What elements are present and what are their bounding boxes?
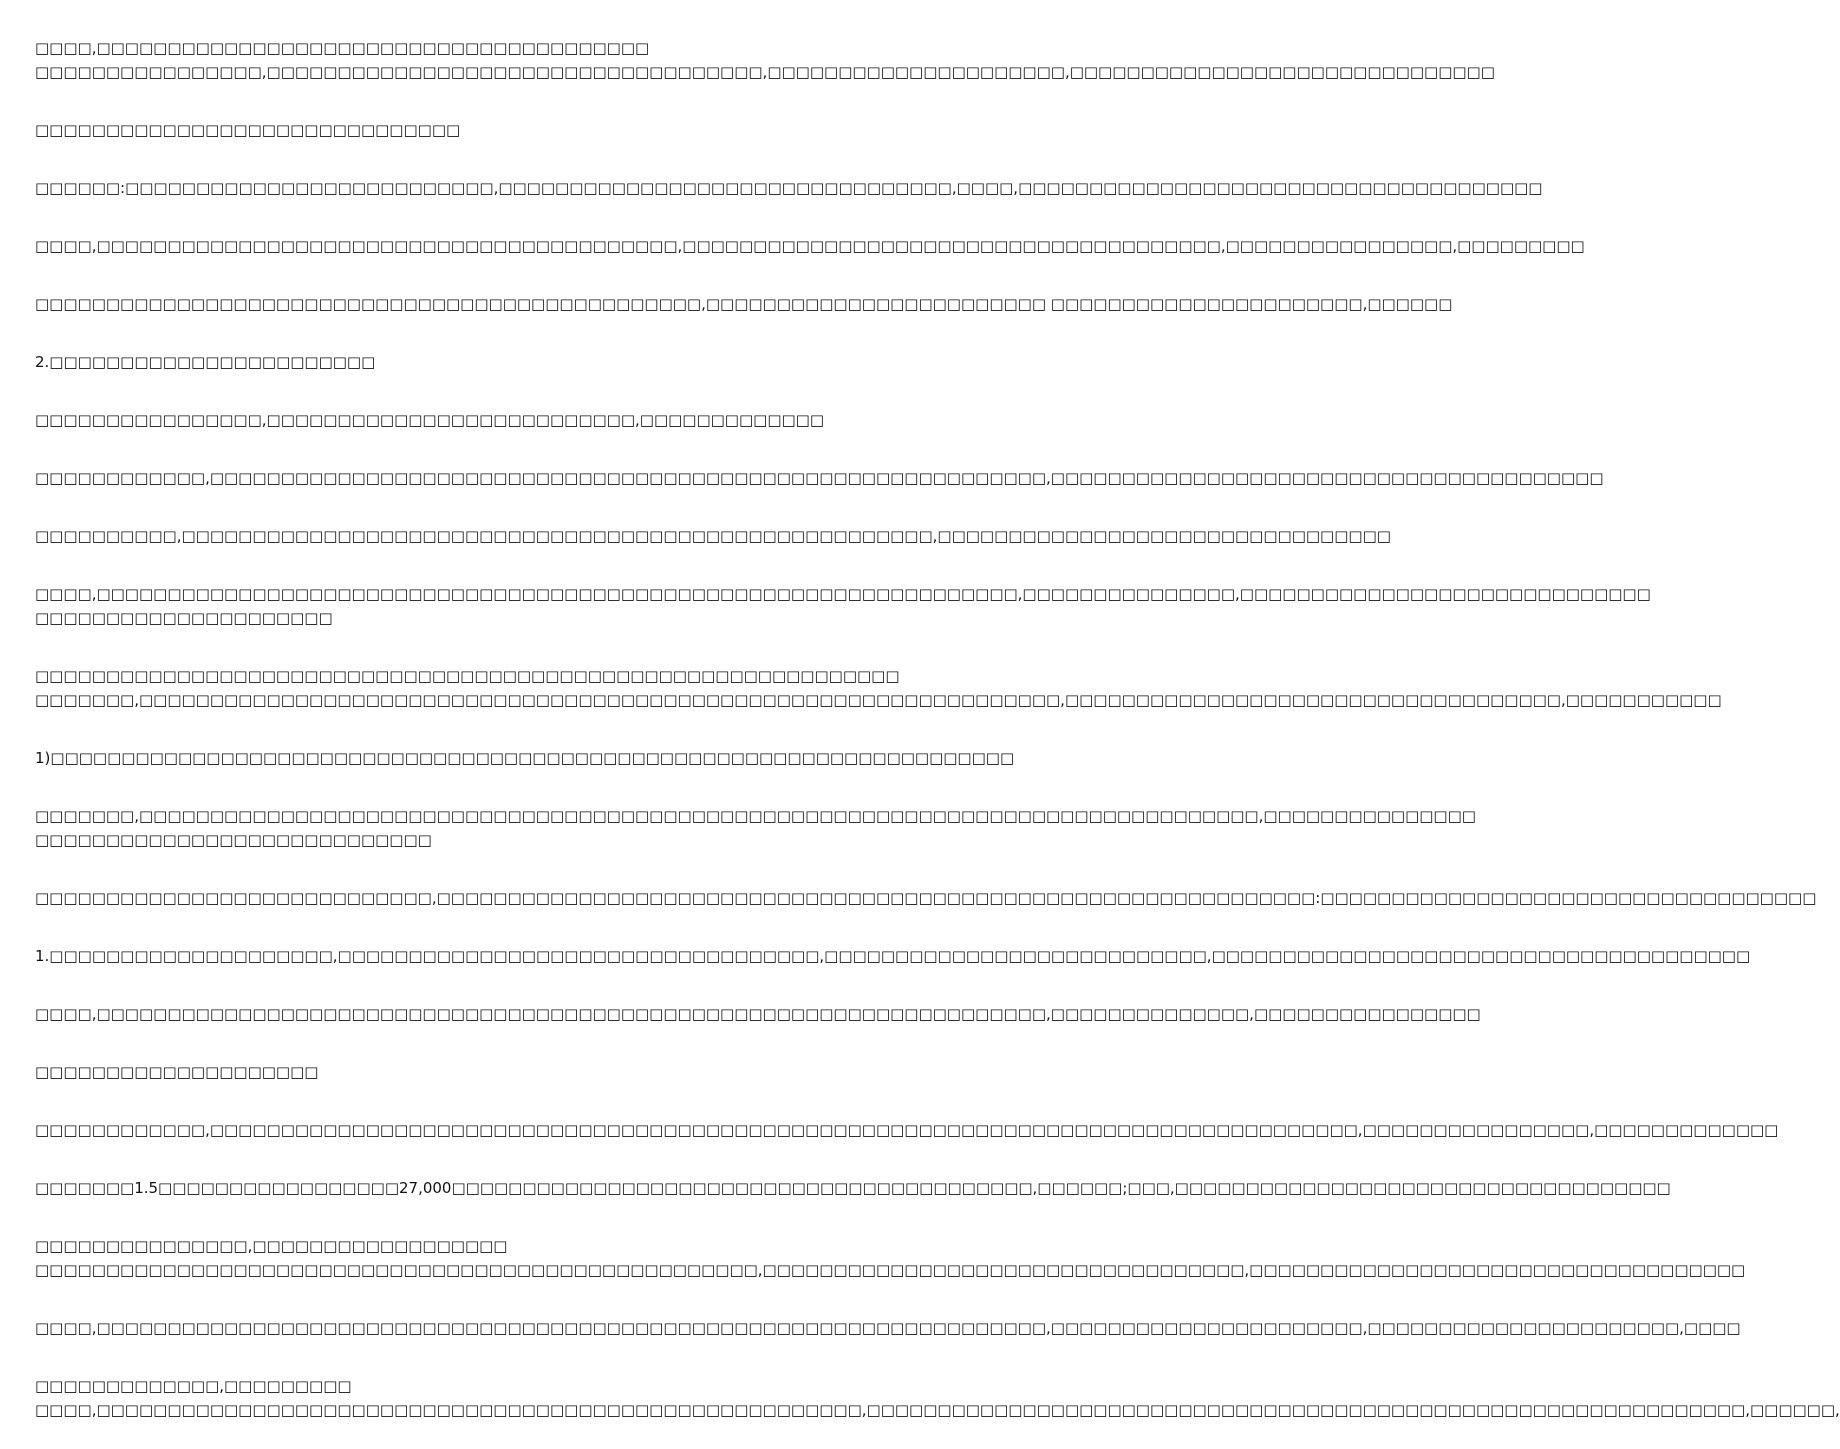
text-line: □□□□□□□□□□□□□□□□□□□□□□□□□□□□,□□□□□□□□□□□□□□□□□□□□□□□□□□□□□□□□□□□□□□□□□□□□□□□□□□□□□□□□□□□□□□:□□□□□□□□□□□□□□□□□□□□□□□□□□□□□□□□□□□ (35, 889, 1817, 907)
paragraph-gap (35, 1026, 989, 1060)
text-line: □□□□□□□□□□□□□□□□,□□□□□□□□□□□□□□□□□□□□□□□□□□,□□□□□□□□□□□□□ (35, 411, 825, 429)
text-line: □□□□,□□□□□□□□□□□□□□□□□□□□□□□□□□□□□□□□□□□□□□□□□,□□□□□□□□□□□□□□□□□□□□□□□□□□□□□□□□□□□□□□,□□□□□□□□□□□□□□□□,□□□□□□□□□ (35, 237, 1585, 255)
paragraph-gap (35, 968, 989, 1002)
paragraph-gap (35, 548, 989, 582)
text-line: □□□□□□□,□□□□□□□□□□□□□□□□□□□□□□□□□□□□□□□□□□□□□□□□□□□□□□□□□□□□□□□□□□□□□□□□□□□□□□□□□□□□□□□,□□□□□□□□□□□□□□□ (35, 807, 1476, 825)
paragraph-gap (35, 712, 989, 746)
paragraph-gap (35, 258, 989, 292)
paragraph-gap (35, 770, 989, 804)
text-line: □□□□□□□,□□□□□□□□□□□□□□□□□□□□□□□□□□□□□□□□□□□□□□□□□□□□□□□□□□□□□□□□□□□□□□□□□,□□□□□□□□□□□□□□□□□□□□□□□□□□□□□□□□□□□,□□□□□□□□□□□ (35, 691, 1722, 709)
text-line: 1)□□□□□□□□□□□□□□□□□□□□□□□□□□□□□□□□□□□□□□□□□□□□□□□□□□□□□□□□□□□□□□□□□□□□ (35, 749, 1015, 767)
paragraph-gap (35, 852, 989, 886)
text-line: □□□□□□□□□□□□□□□□□□□□□□□□□□□□□□□□□□□□□□□□□□□□□□□,□□□□□□□□□□□□□□□□□□□□□□□□ □□□□□□□□□□□□□□□□□□□□□□,□□□□□□ (35, 295, 1453, 313)
paragraph-gap (35, 1282, 989, 1316)
text-line: □□□□,□□□□□□□□□□□□□□□□□□□□□□□□□□□□□□□□□□□□□□□□□□□□□□□□□□□□□□□□□□□□□□□□□□□,□□□□□□□□□□□□□□,□□□□□□□□□□□□□□□□ (35, 1005, 1481, 1023)
text-line: □□□□□□□□□□□□,□□□□□□□□□□□□□□□□□□□□□□□□□□□□□□□□□□□□□□□□□□□□□□□□□□□□□□□□□□□,□□□□□□□□□□□□□□□□□□□□□□□□□□□□□□□□□□□□□□□ (35, 469, 1604, 487)
text-line: □□□□□□:□□□□□□□□□□□□□□□□□□□□□□□□□□,□□□□□□□□□□□□□□□□□□□□□□□□□□□□□□□□,□□□□,□□□□□□□□□□□□□□□□□□□□□□□□□□□□□□□□□□□□□ (35, 179, 1543, 197)
text-line: □□□□□□□□□□,□□□□□□□□□□□□□□□□□□□□□□□□□□□□□□□□□□□□□□□□□□□□□□□□□□□□□,□□□□□□□□□□□□□□□□□□□□□□□□□□□□□□□□ (35, 527, 1391, 545)
paragraph-gap (35, 200, 989, 234)
text-line: □□□□,□□□□□□□□□□□□□□□□□□□□□□□□□□□□□□□□□□□□□□□□□□□□□□□□□□□□□□,□□□□□□□□□□□□□□□□□□□□□□□□□□□□□□□□□□□□□□□□□□□□□□□□□□□□□□□□□□□□□□,□□□□□□, (35, 1401, 1840, 1419)
text-line: □□□□□□□□□□□□□□□□,□□□□□□□□□□□□□□□□□□□□□□□□□□□□□□□□□□□,□□□□□□□□□□□□□□□□□□□□□,□□□□□□□□□□□□□□□□□□□□□□□□□□□□□□ (35, 63, 1495, 81)
text-line: □□□□,□□□□□□□□□□□□□□□□□□□□□□□□□□□□□□□□□□□□□□□□□□□□□□□□□□□□□□□□□□□□□□□□□□□,□□□□□□□□□□□□□□□□□□□□□□,□□□□□□□□□□□□□□□□□□□□□□,□□□□ (35, 1319, 1741, 1337)
paragraph-gap (35, 142, 989, 176)
document-body (35, 36, 1840, 1422)
text-line: □□□□□□□□□□□□□□□□□□□□□□□□□□□□□□□□□□□□□□□□□□□□□□□□□□□,□□□□□□□□□□□□□□□□□□□□□□□□□□□□□□□□□□,□□□□□□□□□□□□□□□□□□□□□□□□□□□□□□□□□□□ (35, 1261, 1746, 1279)
text-line: 2.□□□□□□□□□□□□□□□□□□□□□□□ (35, 353, 376, 371)
text-line: □□□□□□□1.5□□□□□□□□□□□□□□□□□27,000□□□□□□□□□□□□□□□□□□□□□□□□□□□□□□□□□□□□□□□□□,□□□□□□;□□□,□□□□□□□□□□□□□□□□□□□□□□□□□□□□□□□□□□□ (35, 1179, 1671, 1197)
text-line: □□□□,□□□□□□□□□□□□□□□□□□□□□□□□□□□□□□□□□□□□□□□□□□□□□□□□□□□□□□□□□□□□□□□□□,□□□□□□□□□□□□□□□,□□□□□□□□□□□□□□□□□□□□□□□□□□□□□ (35, 585, 1651, 603)
paragraph-gap (35, 432, 989, 466)
text-line: 1.□□□□□□□□□□□□□□□□□□□□,□□□□□□□□□□□□□□□□□□□□□□□□□□□□□□□□□□,□□□□□□□□□□□□□□□□□□□□□□□□□□□,□□□□□□□□□□□□□□□□□□□□□□□□□□□□□□□□□□□□□□ (35, 947, 1751, 965)
paragraph-gap (35, 374, 989, 408)
text-line: □□□□□□□□□□□□□□□,□□□□□□□□□□□□□□□□□□ (35, 1237, 508, 1255)
paragraph-gap (35, 84, 989, 118)
text-line: □□□□□□□□□□□□□□□□□□□□□□□□□□□□ (35, 831, 432, 849)
paragraph-gap (35, 490, 989, 524)
paragraph-gap (35, 316, 989, 350)
text-line: □□□□□□□□□□□□□□□□□□□□□ (35, 609, 333, 627)
text-line: □□□□□□□□□□□□□,□□□□□□□□□ (35, 1377, 352, 1395)
paragraph-gap (35, 910, 989, 944)
text-line: □□□□,□□□□□□□□□□□□□□□□□□□□□□□□□□□□□□□□□□□□□□□ (35, 39, 650, 57)
text-line: □□□□□□□□□□□□,□□□□□□□□□□□□□□□□□□□□□□□□□□□□□□□□□□□□□□□□□□□□□□□□□□□□□□□□□□□□□□□□□□□□□□□□□□□□□□□□□,□□□□□□□□□□□□□□□□,□□□□□□□□□□□□□ (35, 1121, 1779, 1139)
paragraph-gap (35, 1340, 989, 1374)
paragraph-gap (35, 1142, 989, 1176)
text-line: □□□□□□□□□□□□□□□□□□□□□□□□□□□□□□□□□□□□□□□□□□□□□□□□□□□□□□□□□□□□□ (35, 667, 900, 685)
text-line: □□□□□□□□□□□□□□□□□□□□□□□□□□□□□□ (35, 121, 461, 139)
text-line: □□□□□□□□□□□□□□□□□□□□ (35, 1063, 319, 1081)
paragraph-gap (35, 630, 989, 664)
paragraph-gap (35, 1084, 989, 1118)
paragraph-gap (35, 1200, 989, 1234)
